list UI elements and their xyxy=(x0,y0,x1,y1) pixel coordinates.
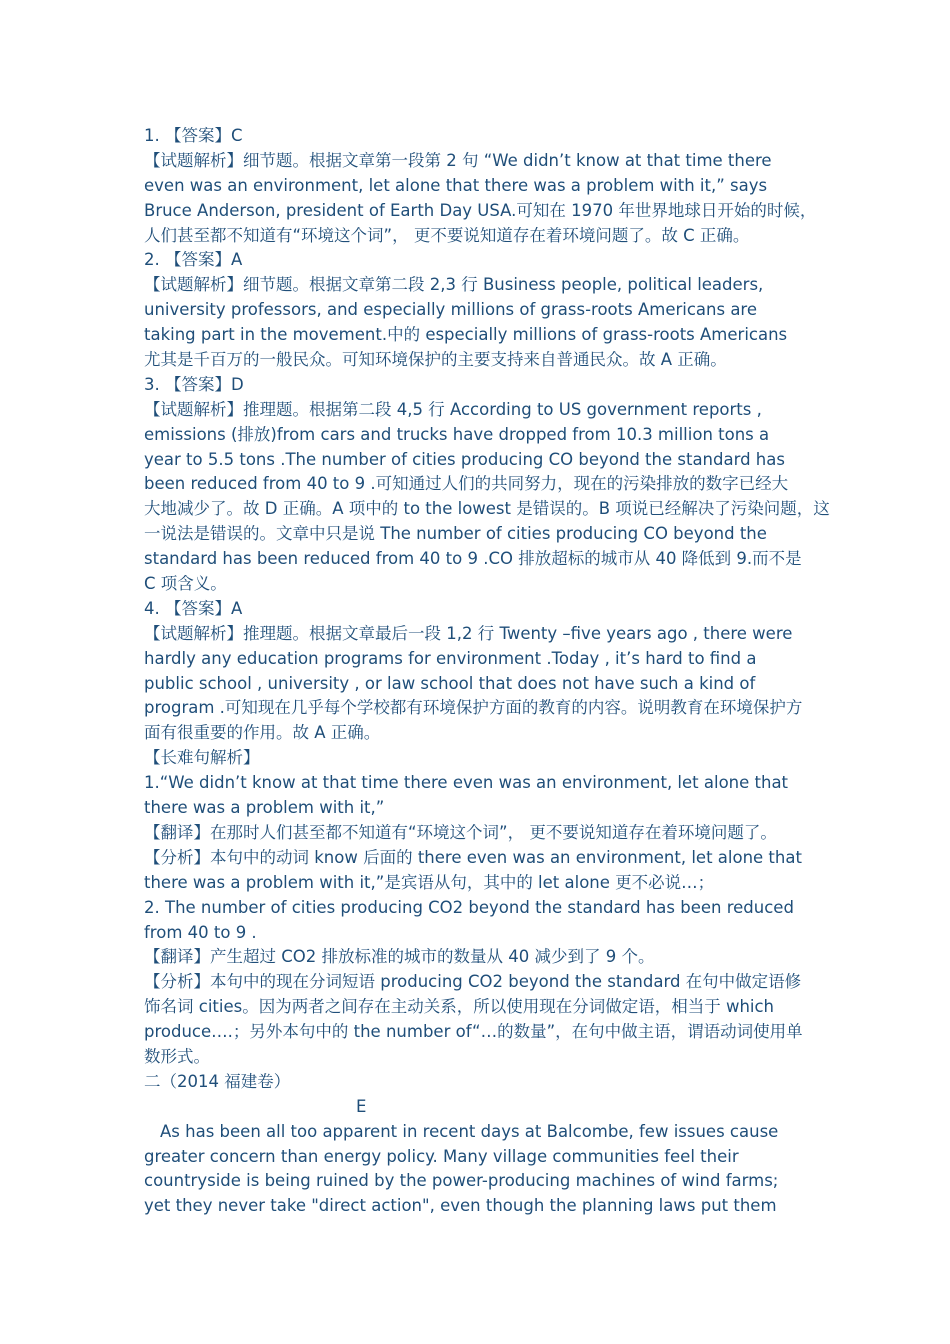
explanation-line: even was an environment, let alone that there was a problem with it,” says xyxy=(144,175,768,195)
sentence-line: 2. The number of cities producing CO2 beyond the standard has been reduced xyxy=(144,897,794,917)
sentence-line: 1.“We didn’t know at that time there even was an environment, let alone that xyxy=(144,773,789,793)
sentence-line: from 40 to 9 . xyxy=(144,922,257,942)
document-body xyxy=(144,124,830,1219)
analysis-line: 【分析】本句中的动词 know 后面的 there even was an environment, let alone that xyxy=(144,847,802,867)
sentence-line: there was a problem with it,” xyxy=(144,798,385,818)
passage-line: As has been all too apparent in recent days at Balcombe, few issues cause xyxy=(160,1121,779,1141)
analysis-line: 饰名词 cities。因为两者之间存在主动关系，所以使用现在分词做定语，相当于 which xyxy=(144,997,775,1017)
explanation-line: hardly any education programs for environment .Today , it’s hard to find a xyxy=(144,648,757,668)
long-sentence-heading: 【长难句解析】 xyxy=(144,748,260,768)
answer-2-heading: 2. 【答案】A xyxy=(144,250,243,270)
analysis-line: 【分析】本句中的现在分词短语 producing CO2 beyond the standard 在句中做定语修 xyxy=(144,972,802,992)
answer-3-heading: 3. 【答案】D xyxy=(144,374,244,394)
explanation-line: been reduced from 40 to 9 .可知通过人们的共同努力，现在的污染排放的数字已经大 xyxy=(144,474,789,494)
explanation-line: 人们甚至都不知道有“环境这个词”， 更不要说知道存在着环境问题了。故 C 正确。 xyxy=(144,225,750,245)
explanation-line: emissions (排放)from cars and trucks have dropped from 10.3 million tons a xyxy=(144,424,770,444)
answer-4-heading: 4. 【答案】A xyxy=(144,598,243,618)
passage-label: E xyxy=(356,1096,367,1116)
explanation-line: 大地减少了。故 D 正确。A 项中的 to the lowest 是错误的。B 项说已经解决了污染问题，这 xyxy=(144,499,830,519)
explanation-line: 【试题解析】推理题。根据文章最后一段 1,2 行 Twenty –five years ago , there were xyxy=(144,623,793,643)
explanation-line: 【试题解析】细节题。根据文章第一段第 2 句 “We didn’t know at that time there xyxy=(144,150,772,170)
analysis-line: produce….；另外本句中的 the number of“…的数量”，在句中做主语，谓语动词使用单 xyxy=(144,1022,803,1042)
explanation-line: 一说法是错误的。文章中只是说 The number of cities producing CO beyond the xyxy=(144,524,767,544)
explanation-line: year to 5.5 tons .The number of cities producing CO beyond the standard has xyxy=(144,449,785,469)
explanation-line: 面有很重要的作用。故 A 正确。 xyxy=(144,723,381,743)
explanation-line: Bruce Anderson, president of Earth Day USA.可知在 1970 年世界地球日开始的时候， xyxy=(144,200,817,220)
passage-line: yet they never take "direct action", even though the planning laws put them xyxy=(144,1196,777,1216)
explanation-line: public school , university , or law school that does not have such a kind of xyxy=(144,673,756,693)
translation-line: 【翻译】在那时人们甚至都不知道有“环境这个词”， 更不要说知道存在着环境问题了。 xyxy=(144,822,777,842)
section-heading: 二（2014 福建卷） xyxy=(144,1071,291,1091)
explanation-line: 【试题解析】推理题。根据第二段 4,5 行 According to US government reports , xyxy=(144,399,762,419)
explanation-line: C 项含义。 xyxy=(144,574,227,594)
translation-line: 【翻译】产生超过 CO2 排放标准的城市的数量从 40 减少到了 9 个。 xyxy=(144,947,655,967)
analysis-line: there was a problem with it,”是宾语从句，其中的 let alone 更不必说…； xyxy=(144,872,715,892)
explanation-line: taking part in the movement.中的 especially millions of grass-roots Americans xyxy=(144,325,788,345)
answer-1-heading: 1. 【答案】C xyxy=(144,126,243,145)
analysis-line: 数形式。 xyxy=(144,1046,210,1066)
explanation-line: standard has been reduced from 40 to 9 .CO 排放超标的城市从 40 降低到 9.而不是 xyxy=(144,549,802,569)
passage-line: countryside is being ruined by the power-producing machines of wind farms; xyxy=(144,1171,779,1191)
explanation-line: program .可知现在几乎每个学校都有环境保护方面的教育的内容。说明教育在环境保护方 xyxy=(144,698,803,718)
explanation-line: 【试题解析】细节题。根据文章第二段 2,3 行 Business people, political leaders, xyxy=(144,275,764,295)
explanation-line: 尤其是千百万的一般民众。可知环境保护的主要支持来自普通民众。故 A 正确。 xyxy=(144,350,727,370)
explanation-line: university professors, and especially millions of grass-roots Americans are xyxy=(144,300,758,320)
passage-line: greater concern than energy policy. Many village communities feel their xyxy=(144,1146,739,1166)
